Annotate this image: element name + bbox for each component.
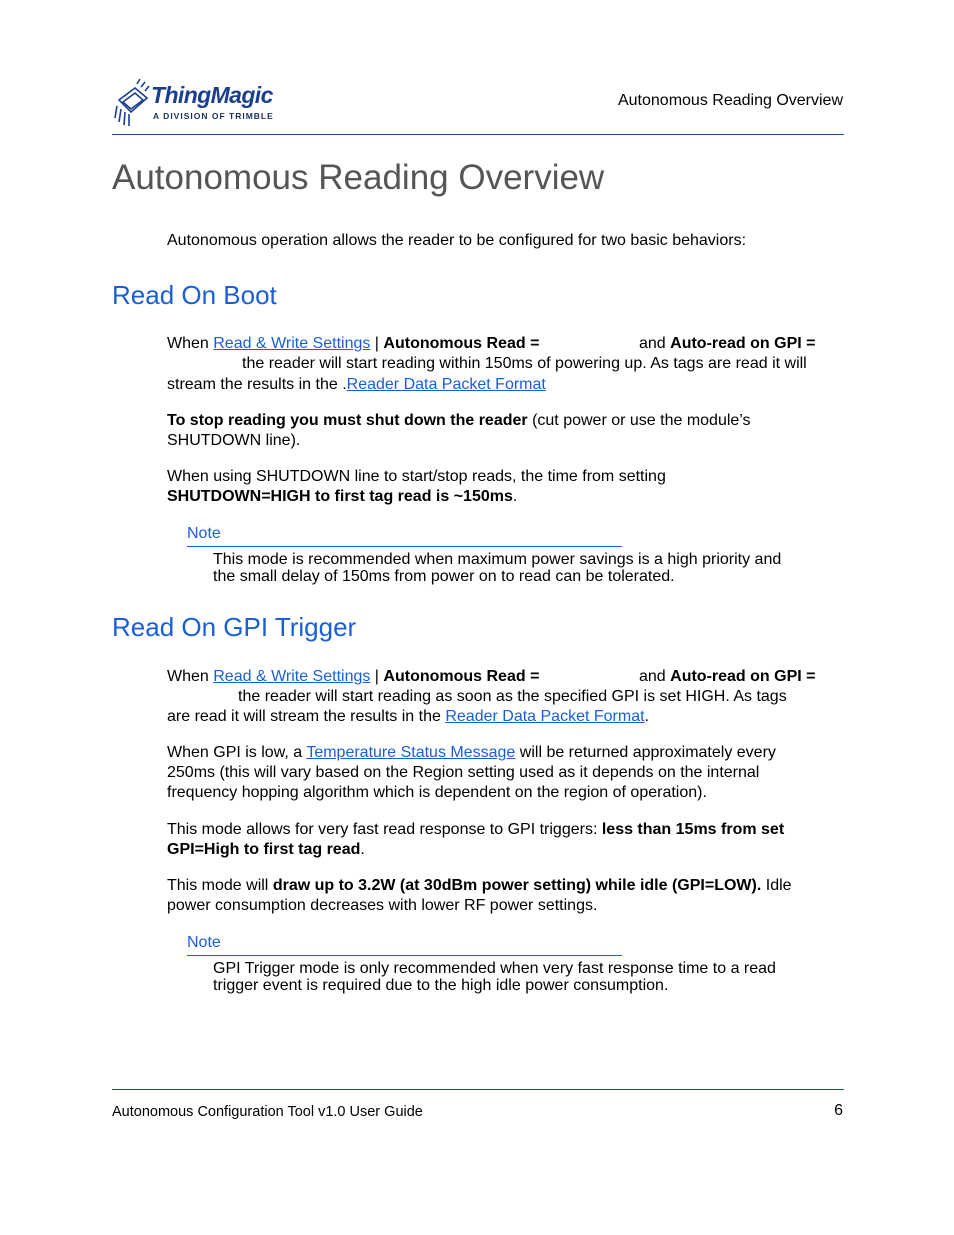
page-title: Autonomous Reading Overview — [112, 158, 605, 197]
read-write-settings-link[interactable]: Read & Write Settings — [213, 668, 371, 685]
footer-guide-title: Autonomous Configuration Tool v1.0 User Guide — [112, 1104, 423, 1120]
boot-p2: To stop reading you must shut down the reader (cut power or use the module’s SHUTDOWN line). — [167, 412, 751, 449]
intro-paragraph: Autonomous operation allows the reader to be configured for two basic behaviors: — [167, 232, 747, 249]
logo-wordmark: ThingMagic — [151, 82, 273, 108]
section-heading-read-on-gpi-trigger: Read On GPI Trigger — [112, 612, 357, 642]
gpi-p1-line1-right: and Auto-read on GPI = — [639, 668, 816, 685]
gpi-p1-line1: When Read & Write Settings | Autonomous Read = — [167, 668, 540, 685]
boot-p1-line1-right: and Auto-read on GPI = — [639, 335, 816, 352]
boot-p1-line3: stream the results in the .Reader Data Packet Format — [167, 376, 546, 393]
note-label: Note — [187, 934, 221, 951]
boot-p1-line1: When Read & Write Settings | Autonomous Read = — [167, 335, 540, 352]
boot-p3: When using SHUTDOWN line to start/stop reads, the time from setting SHUTDOWN=HIGH to first tag read is ~150ms. — [167, 468, 666, 505]
section-heading-read-on-boot: Read On Boot — [112, 280, 277, 310]
header-rule — [112, 134, 844, 135]
reader-data-packet-format-link[interactable]: Reader Data Packet Format — [445, 708, 645, 725]
gpi-p1-line3: are read it will stream the results in the Reader Data Packet Format. — [167, 708, 649, 725]
gpi-p4: This mode will draw up to 3.2W (at 30dBm power setting) while idle (GPI=LOW). Idle power consumption decreases with lower RF power settings. — [167, 877, 792, 914]
gpi-note-text: GPI Trigger mode is only recommended when very fast response time to a read trigger event is required due to the high idle power consumption. — [213, 960, 776, 994]
chip-icon — [113, 78, 151, 128]
footer-rule — [112, 1089, 844, 1090]
note-label: Note — [187, 525, 221, 542]
reader-data-packet-format-link[interactable]: Reader Data Packet Format — [346, 376, 546, 393]
logo-tagline: A DIVISION OF TRIMBLE — [153, 111, 274, 121]
note-rule — [187, 955, 622, 956]
temperature-status-message-link[interactable]: Temperature Status Message — [306, 744, 516, 761]
boot-note-text: This mode is recommended when maximum power savings is a high priority and the small delay of 150ms from power on to read can be tolerated. — [213, 551, 782, 585]
thingmagic-logo — [113, 78, 283, 130]
gpi-p3: This mode allows for very fast read response to GPI triggers: less than 15ms from set GPI=High to first tag read. — [167, 821, 785, 858]
page-number: 6 — [834, 1102, 843, 1119]
gpi-p2: When GPI is low, a Temperature Status Message will be returned approximately every 250ms (this will vary based on the Region setting used as it depends on the internal frequency hopping algorithm which is dependent on the region of operation). — [167, 744, 776, 801]
read-write-settings-link[interactable]: Read & Write Settings — [213, 335, 371, 352]
boot-p1-line2: the reader will start reading within 150ms of powering up. As tags are read it will — [242, 355, 807, 372]
running-header: Autonomous Reading Overview — [617, 92, 843, 109]
gpi-p1-line2: the reader will start reading as soon as the specified GPI is set HIGH. As tags — [238, 688, 787, 705]
note-rule — [187, 546, 622, 547]
